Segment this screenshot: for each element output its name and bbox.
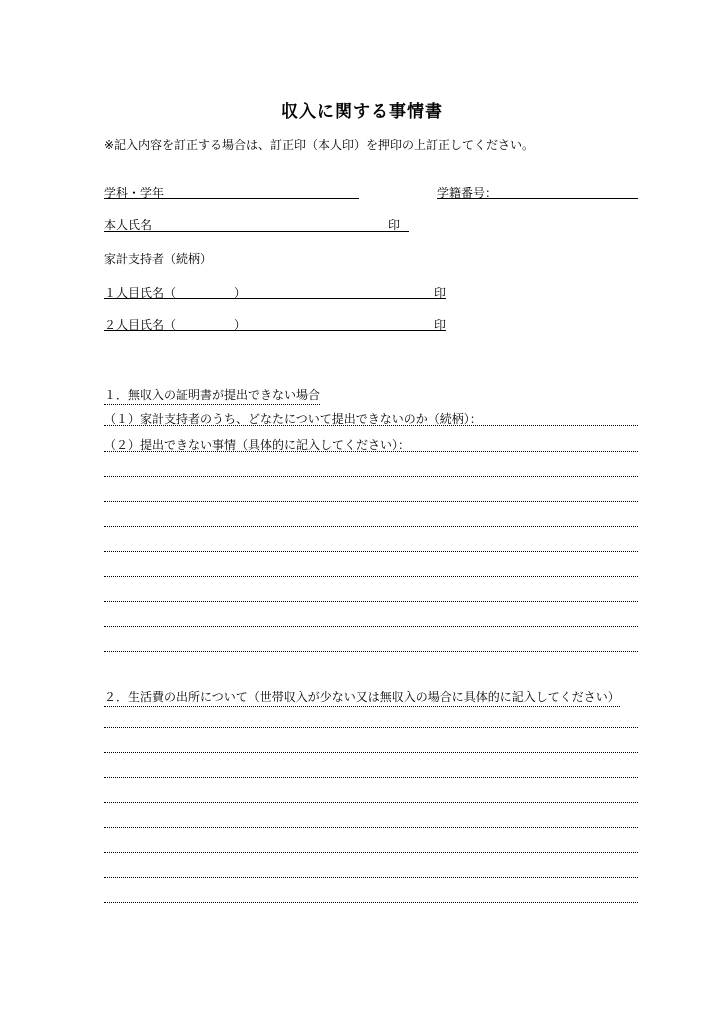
notice-text: ※記入内容を訂正する場合は、訂正印（本人印）を押印の上訂正してください。 bbox=[104, 138, 535, 152]
person1-suffix: ） bbox=[234, 286, 247, 300]
q2-answer-line[interactable] bbox=[104, 626, 638, 627]
name-label: 本人氏名 bbox=[104, 218, 153, 232]
supporters-label: 家計支持者（続柄） bbox=[104, 252, 213, 266]
person2-suffix: ） bbox=[234, 318, 247, 332]
section1-heading: １．無収入の証明書が提出できない場合 bbox=[104, 386, 320, 405]
section1-q2: （２）提出できない事情（具体的に記入してください）： bbox=[104, 438, 411, 452]
department-year-label: 学科・学年 bbox=[104, 186, 165, 200]
q2-answer-line[interactable] bbox=[104, 526, 638, 527]
section2-heading: ２．生活費の出所について（世帯収入が少ない又は無収入の場合に具体的に記入してください） bbox=[104, 688, 620, 707]
person1-seal-mark: 印 bbox=[434, 286, 447, 300]
section2-answer-line[interactable] bbox=[104, 777, 638, 778]
name-seal-mark: 印 bbox=[388, 218, 401, 232]
q2-answer-line[interactable] bbox=[104, 576, 638, 577]
q2-answer-line[interactable] bbox=[104, 501, 638, 502]
q2-answer-line[interactable] bbox=[104, 551, 638, 552]
student-id-field[interactable] bbox=[437, 198, 638, 199]
person2-name-field[interactable] bbox=[104, 330, 446, 331]
section2-answer-line[interactable] bbox=[104, 752, 638, 753]
person1-name-field[interactable] bbox=[104, 298, 446, 299]
q2-answer-line[interactable] bbox=[104, 651, 638, 652]
section2-answer-line[interactable] bbox=[104, 852, 638, 853]
section2-answer-line[interactable] bbox=[104, 827, 638, 828]
page-title: 収入に関する事情書 bbox=[281, 102, 443, 122]
section1-q1: （１）家計支持者のうち、どなたについて提出できないのか（続柄）： bbox=[104, 412, 482, 426]
q2-answer-line[interactable] bbox=[104, 476, 638, 477]
name-field[interactable] bbox=[104, 231, 409, 232]
person1-prefix: １人目氏名（ bbox=[104, 286, 177, 300]
person2-prefix: ２人目氏名（ bbox=[104, 318, 177, 332]
student-id-label: 学籍番号： bbox=[437, 186, 498, 200]
section2-answer-line[interactable] bbox=[104, 877, 638, 878]
q2-answer-line[interactable] bbox=[104, 451, 638, 452]
section2-answer-line[interactable] bbox=[104, 727, 638, 728]
section2-answer-line[interactable] bbox=[104, 802, 638, 803]
section2-answer-line[interactable] bbox=[104, 902, 638, 903]
q1-answer-line[interactable] bbox=[104, 425, 638, 426]
person2-seal-mark: 印 bbox=[434, 318, 447, 332]
department-year-field[interactable] bbox=[104, 198, 359, 199]
q2-answer-line[interactable] bbox=[104, 601, 638, 602]
